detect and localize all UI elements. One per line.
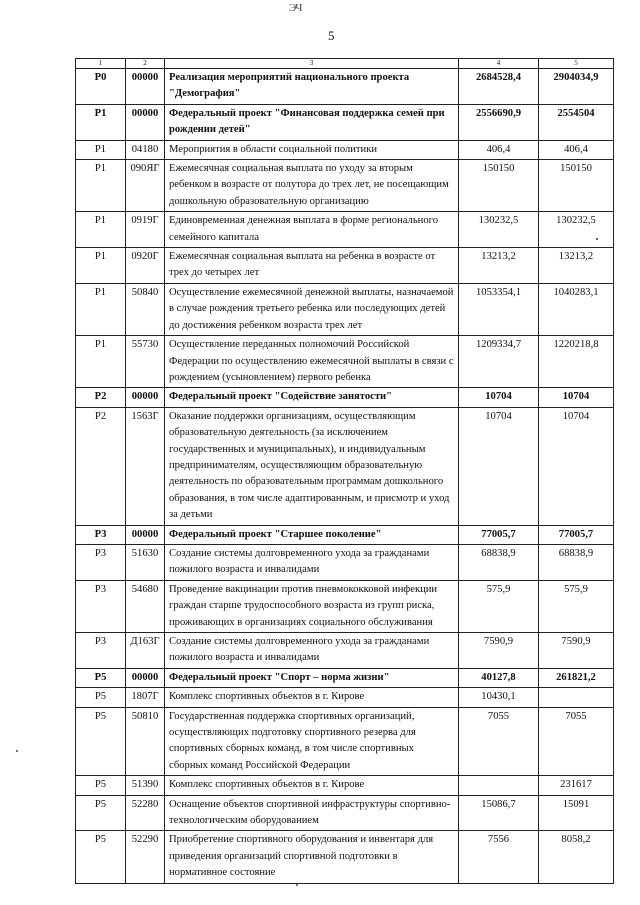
row-amount-year2: 130232,5: [539, 212, 614, 248]
row-description: Федеральный проект "Спорт – норма жизни": [165, 668, 459, 687]
row-description: Создание системы долговременного ухода за гражданами пожилого возраста и инвалидами: [165, 544, 459, 580]
row-expense-code: 00000: [126, 69, 165, 105]
table-row: [76, 688, 614, 707]
table-row: [76, 407, 614, 525]
row-amount-year1: 15086,7: [459, 795, 539, 831]
row-amount-year2: 575,9: [539, 580, 614, 632]
row-amount-year1: 406,4: [459, 140, 539, 159]
row-amount-year2: 68838,9: [539, 544, 614, 580]
row-expense-code: 1807Г: [126, 688, 165, 707]
row-target-code: P2: [76, 407, 126, 525]
row-target-code: P1: [76, 248, 126, 284]
row-amount-year1: 575,9: [459, 580, 539, 632]
row-expense-code: 52280: [126, 795, 165, 831]
table-row: [76, 69, 614, 105]
row-amount-year2: 7590,9: [539, 633, 614, 669]
row-target-code: P5: [76, 795, 126, 831]
row-expense-code: 00000: [126, 668, 165, 687]
table-row: [76, 283, 614, 335]
row-target-code: P3: [76, 580, 126, 632]
row-amount-year2: [539, 688, 614, 707]
row-target-code: P5: [76, 776, 126, 795]
row-target-code: P0: [76, 69, 126, 105]
row-expense-code: 55730: [126, 336, 165, 388]
row-amount-year2: 77005,7: [539, 525, 614, 544]
row-amount-year2: 406,4: [539, 140, 614, 159]
row-expense-code: 0920Г: [126, 248, 165, 284]
row-description: Комплекс спортивных объектов в г. Кирове: [165, 776, 459, 795]
table-row: [76, 140, 614, 159]
row-expense-code: 04180: [126, 140, 165, 159]
row-amount-year2: 15091: [539, 795, 614, 831]
row-description: Приобретение спортивного оборудования и инвентаря для приведения организаций спортивной подготовки в нормативное состояние: [165, 831, 459, 883]
row-amount-year1: 7590,9: [459, 633, 539, 669]
table-row: [76, 525, 614, 544]
row-amount-year1: 2556690,9: [459, 104, 539, 140]
budget-table: [75, 58, 614, 884]
table-row: [76, 336, 614, 388]
row-description: Мероприятия в области социальной политики: [165, 140, 459, 159]
row-amount-year1: 10704: [459, 388, 539, 407]
row-description: Государственная поддержка спортивных организаций, осуществляющих подготовку спортивного резерва для спортивных сборных команд, в том числе спортивных сборных команд Российской Федерации: [165, 707, 459, 776]
row-description: Ежемесячная социальная выплата по уходу за вторым ребенком в возрасте от полутора до трех лет, не посещающим дошкольную образовательную организацию: [165, 160, 459, 212]
table-row: [76, 248, 614, 284]
table-row: [76, 668, 614, 687]
row-target-code: P5: [76, 668, 126, 687]
scan-mark: ЭЧ: [289, 2, 302, 14]
table-row: [76, 580, 614, 632]
row-amount-year2: 2904034,9: [539, 69, 614, 105]
row-expense-code: 52290: [126, 831, 165, 883]
row-description: Федеральный проект "Содействие занятости": [165, 388, 459, 407]
table-row: [76, 104, 614, 140]
row-amount-year2: 8058,2: [539, 831, 614, 883]
row-expense-code: 54680: [126, 580, 165, 632]
row-expense-code: 00000: [126, 525, 165, 544]
row-amount-year1: 7055: [459, 707, 539, 776]
row-expense-code: 1563Г: [126, 407, 165, 525]
row-expense-code: Д163Г: [126, 633, 165, 669]
row-expense-code: 00000: [126, 104, 165, 140]
row-expense-code: 0919Г: [126, 212, 165, 248]
row-amount-year1: 2684528,4: [459, 69, 539, 105]
row-amount-year1: 77005,7: [459, 525, 539, 544]
row-amount-year2: 10704: [539, 407, 614, 525]
page-number: 5: [328, 28, 335, 43]
row-target-code: P2: [76, 388, 126, 407]
row-target-code: P3: [76, 633, 126, 669]
row-amount-year1: 1053354,1: [459, 283, 539, 335]
row-target-code: P1: [76, 160, 126, 212]
row-amount-year2: 1220218,8: [539, 336, 614, 388]
row-expense-code: 51630: [126, 544, 165, 580]
table-row: [76, 707, 614, 776]
row-amount-year1: 10430,1: [459, 688, 539, 707]
table-row: [76, 160, 614, 212]
row-expense-code: 51390: [126, 776, 165, 795]
row-amount-year2: 13213,2: [539, 248, 614, 284]
row-amount-year1: 1209334,7: [459, 336, 539, 388]
row-description: Комплекс спортивных объектов в г. Кирове: [165, 688, 459, 707]
row-expense-code: 00000: [126, 388, 165, 407]
row-description: Реализация мероприятий национального проекта "Демография": [165, 69, 459, 105]
row-description: Осуществление ежемесячной денежной выплаты, назначаемой в случае рождения третьего ребенка или последующих детей до достижения ребенком возраста трех лет: [165, 283, 459, 335]
row-target-code: P5: [76, 688, 126, 707]
column-number: 4: [459, 59, 539, 69]
row-amount-year2: 10704: [539, 388, 614, 407]
scan-speck: [16, 750, 18, 752]
row-target-code: P3: [76, 544, 126, 580]
scan-speck: [596, 238, 598, 240]
row-target-code: P1: [76, 336, 126, 388]
table-row: [76, 776, 614, 795]
row-amount-year1: 7556: [459, 831, 539, 883]
row-amount-year1: 40127,8: [459, 668, 539, 687]
row-expense-code: 50810: [126, 707, 165, 776]
row-target-code: P1: [76, 283, 126, 335]
table-row: [76, 633, 614, 669]
row-description: Федеральный проект "Старшее поколение": [165, 525, 459, 544]
row-target-code: P5: [76, 707, 126, 776]
row-description: Осуществление переданных полномочий Российской Федерации по осуществлению ежемесячной выплаты в связи с рождением (усыновлением) первого ребенка: [165, 336, 459, 388]
row-target-code: P5: [76, 831, 126, 883]
row-target-code: P1: [76, 104, 126, 140]
row-target-code: P1: [76, 212, 126, 248]
column-number: 2: [126, 59, 165, 69]
row-target-code: P3: [76, 525, 126, 544]
row-description: Оказание поддержки организациям, осуществляющим образовательную деятельность (за исключением государственных и муниципальных), и индивидуальным предпринимателям, осуществляющим образовательную деятельность по образовательным программам дошкольного образования, в том числе адаптированным, и присмотр и уход за детьми: [165, 407, 459, 525]
row-amount-year2: 261821,2: [539, 668, 614, 687]
row-target-code: P1: [76, 140, 126, 159]
row-expense-code: 50840: [126, 283, 165, 335]
row-amount-year1: [459, 776, 539, 795]
row-amount-year1: 13213,2: [459, 248, 539, 284]
table-row: [76, 544, 614, 580]
row-description: Создание системы долговременного ухода за гражданами пожилого возраста и инвалидами: [165, 633, 459, 669]
row-amount-year2: 150150: [539, 160, 614, 212]
row-expense-code: 090ЯГ: [126, 160, 165, 212]
row-amount-year2: 7055: [539, 707, 614, 776]
row-description: Проведение вакцинации против пневмококковой инфекции граждан старше трудоспособного возраста из групп риска, проживающих в организациях социального обслуживания: [165, 580, 459, 632]
row-amount-year2: 1040283,1: [539, 283, 614, 335]
scan-speck: [296, 884, 298, 886]
column-number: 3: [165, 59, 459, 69]
row-amount-year1: 10704: [459, 407, 539, 525]
row-amount-year1: 150150: [459, 160, 539, 212]
row-description: Оснащение объектов спортивной инфраструктуры спортивно-технологическим оборудованием: [165, 795, 459, 831]
table-row: [76, 388, 614, 407]
row-description: Ежемесячная социальная выплата на ребенка в возрасте от трех до четырех лет: [165, 248, 459, 284]
table-row: [76, 212, 614, 248]
row-description: Федеральный проект "Финансовая поддержка семей при рождении детей": [165, 104, 459, 140]
row-amount-year1: 68838,9: [459, 544, 539, 580]
row-amount-year1: 130232,5: [459, 212, 539, 248]
column-number: 5: [539, 59, 614, 69]
table-row: [76, 831, 614, 883]
table-row: [76, 795, 614, 831]
column-number: 1: [76, 59, 126, 69]
row-amount-year2: 2554504: [539, 104, 614, 140]
column-number-row: [76, 59, 614, 69]
row-amount-year2: 231617: [539, 776, 614, 795]
row-description: Единовременная денежная выплата в форме регионального семейного капитала: [165, 212, 459, 248]
